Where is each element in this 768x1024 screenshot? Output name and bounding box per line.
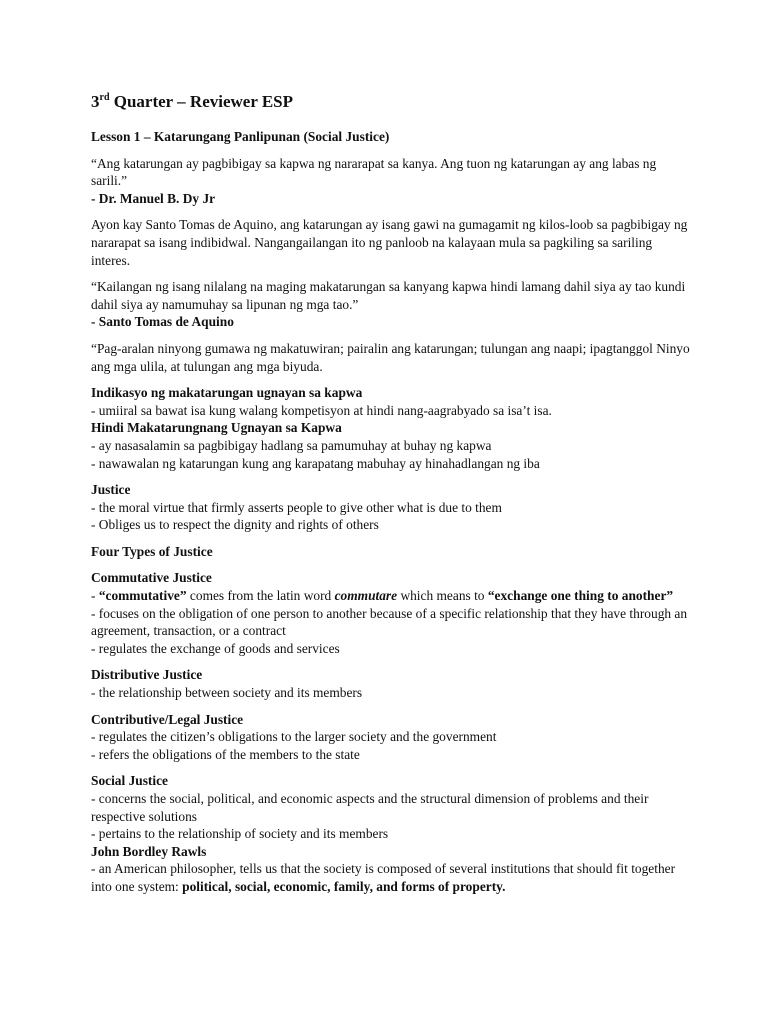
contributive-heading: Contributive/Legal Justice — [91, 711, 244, 727]
comm-latin-word: commutare — [334, 588, 398, 604]
contributive-item-2: - refers the obligations of the members to the state — [91, 746, 360, 762]
quote-dy-author: - Dr. Manuel B. Dy Jr — [91, 190, 216, 206]
rawls-text: - an American philosopher, tells us that the society is composed of several institutions that should fit together into one system: — [91, 861, 676, 894]
title-prefix: 3 — [91, 92, 100, 111]
justice-item-2: - Obliges us to respect the dignity and rights of others — [91, 517, 379, 533]
section-commutative — [91, 569, 691, 657]
section-distributive — [91, 666, 691, 701]
quote-aquino-text: “Kailangan ng isang nilalang na maging makatarungan sa kanyang kapwa hindi lamang dahil siya ay tao kundi dahil siya ay namumuhay sa lipunan ng mga tao.” — [91, 279, 686, 312]
justice-item-1: - the moral virtue that firmly asserts people to give other what is due to them — [91, 499, 502, 515]
hindi-heading: Hindi Makatarungnang Ugnayan sa Kapwa — [91, 420, 342, 436]
comm-term: “commutative” — [98, 588, 187, 604]
quote-dy — [91, 155, 691, 208]
commutative-item-1 — [91, 587, 691, 605]
aquino-paragraph: Ayon kay Santo Tomas de Aquino, ang katarungan ay isang gawi na gumagamit ng kilos-loob sa pagbibigay ng nararapat sa isang indibidwal. Nangangailangan ito ng panloob na kalayaan mula sa pagkiling sa sariling interes. — [91, 217, 688, 268]
social-item-1: - concerns the social, political, and economic aspects and the structural dimension of problems and their respective solutions — [91, 791, 649, 824]
comm-text-2: which means to — [397, 588, 488, 604]
quote-aquino — [91, 278, 691, 331]
hindi-item-2: - nawawalan ng katarungan kung ang karapatang mabuhay ay hinahadlangan ng iba — [91, 455, 540, 471]
quote-scripture: “Pag-aralan ninyong gumawa ng makatuwiran; pairalin ang katarungan; tulungan ang naapi; ipagtanggol Ninyo ang mga ulila, at tulungan ang mga biyuda. — [91, 340, 690, 374]
indikasyo-heading: Indikasyo ng makatarungan ugnayan sa kapwa — [91, 385, 363, 401]
rawls-heading: John Bordley Rawls — [91, 843, 207, 859]
rawls-item-1 — [91, 860, 691, 895]
indikasyo-item: - umiiral sa bawat isa kung walang kompetisyon at hindi nang-aagrabyado sa isa’t isa. — [91, 402, 552, 418]
social-heading: Social Justice — [91, 773, 168, 789]
comm-dash: - — [91, 588, 99, 604]
contributive-item-1: - regulates the citizen’s obligations to the larger society and the government — [91, 729, 497, 745]
comm-meaning: “exchange one thing to another” — [487, 588, 674, 604]
distributive-heading: Distributive Justice — [91, 667, 203, 683]
commutative-item-2: - focuses on the obligation of one person to another because of a specific relationship that they have through an agreement, transaction, or a contract — [91, 605, 688, 639]
comm-text-1: comes from the latin word — [186, 588, 335, 604]
section-justice — [91, 481, 691, 534]
distributive-item-1: - the relationship between society and its members — [91, 685, 363, 701]
section-contributive — [91, 711, 691, 764]
rawls-institutions: political, social, economic, family, and forms of property. — [182, 878, 506, 894]
document-page — [91, 90, 691, 896]
four-types-heading: Four Types of Justice — [91, 543, 213, 559]
commutative-item-3: - regulates the exchange of goods and services — [91, 640, 340, 656]
social-item-2: - pertains to the relationship of society and its members — [91, 826, 389, 842]
section-social — [91, 772, 691, 895]
section-ugnayan — [91, 384, 691, 472]
commutative-heading: Commutative Justice — [91, 570, 212, 586]
title-superscript: rd — [99, 92, 110, 103]
hindi-item-1: - ay nasasalamin sa pagbibigay hadlang sa pamumuhay at buhay ng kapwa — [91, 437, 492, 453]
quote-aquino-author: - Santo Tomas de Aquino — [91, 314, 234, 330]
document-title — [91, 90, 691, 114]
title-rest: Quarter – Reviewer ESP — [109, 92, 293, 111]
quote-dy-text: “Ang katarungan ay pagbibigay sa kapwa ng nararapat sa kanya. Ang tuon ng katarungan ay ang labas ng sarili.” — [91, 155, 657, 189]
justice-heading: Justice — [91, 482, 131, 498]
lesson-heading: Lesson 1 – Katarungang Panlipunan (Social Justice) — [91, 129, 390, 144]
